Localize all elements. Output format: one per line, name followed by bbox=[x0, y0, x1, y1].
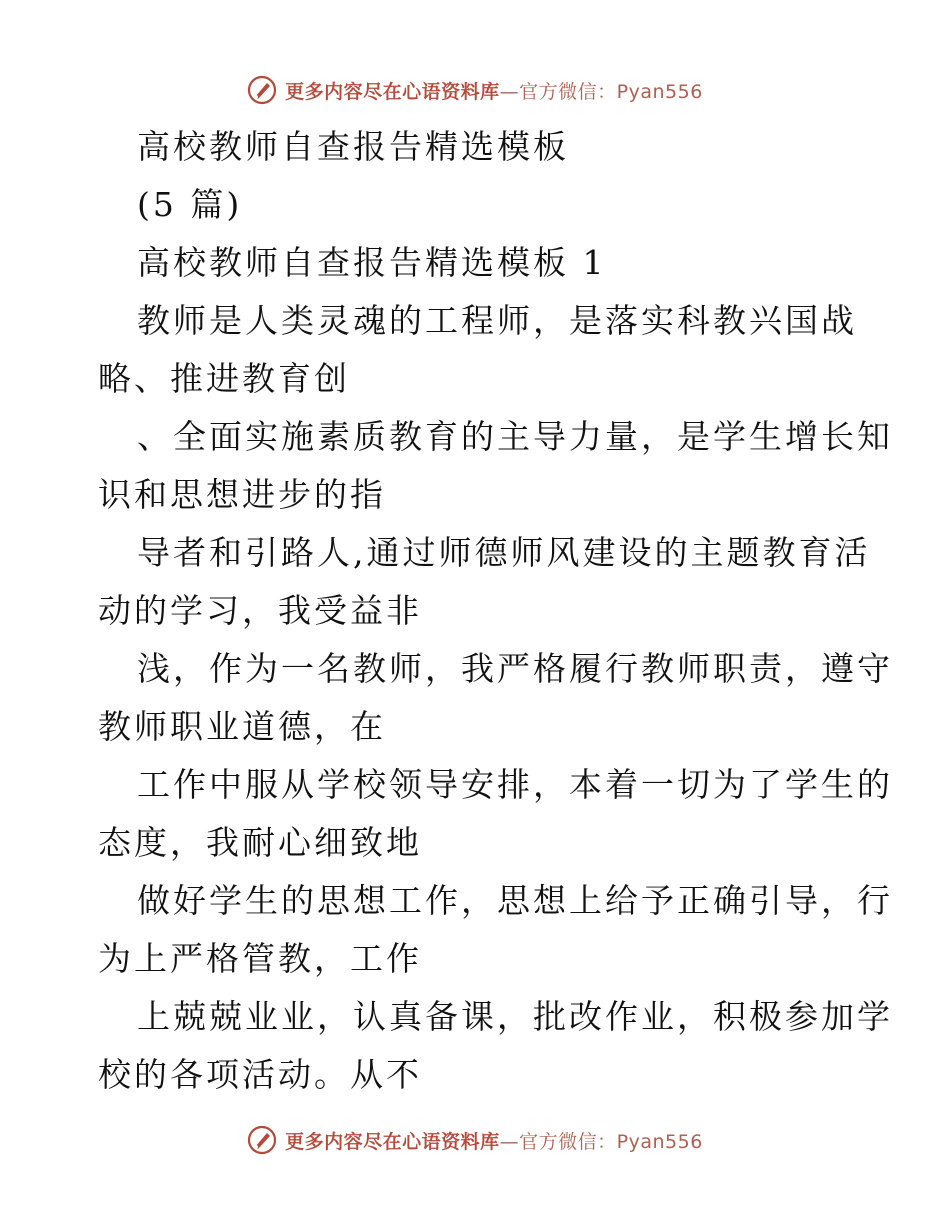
body-line: 、全面实施素质教育的主导力量，是学生增长知 bbox=[137, 417, 893, 456]
pen-logo-icon bbox=[247, 1125, 277, 1155]
watermark-footer bbox=[0, 1120, 950, 1160]
watermark-contact: 官方微信：Pyan556 bbox=[519, 1130, 703, 1153]
body-line: 识和思想进步的指 bbox=[98, 475, 386, 514]
body-line: 略、推进教育创 bbox=[98, 359, 350, 398]
body-line: 浅，作为一名教师，我严格履行教师职责，遵守 bbox=[137, 649, 893, 688]
watermark-brand: 更多内容尽在心语资料库 bbox=[285, 1130, 500, 1153]
watermark-brand: 更多内容尽在心语资料库 bbox=[285, 80, 500, 103]
body-line: 上兢兢业业，认真备课，批改作业，积极参加学 bbox=[137, 997, 893, 1036]
watermark-separator: — bbox=[499, 80, 520, 103]
body-line: 为上严格管教，工作 bbox=[98, 939, 422, 978]
document-title: 高校教师自查报告精选模板 bbox=[137, 127, 569, 166]
body-line: 动的学习，我受益非 bbox=[98, 591, 422, 630]
body-line: 教师职业道德，在 bbox=[98, 707, 386, 746]
watermark-separator: — bbox=[499, 1130, 520, 1153]
document-subtitle: (5 篇) bbox=[137, 185, 243, 224]
body-line: 工作中服从学校领导安排，本着一切为了学生的 bbox=[137, 765, 893, 804]
watermark-text bbox=[285, 77, 703, 104]
watermark-contact: 官方微信：Pyan556 bbox=[519, 80, 703, 103]
body-line: 教师是人类灵魂的工程师，是落实科教兴国战 bbox=[137, 301, 857, 340]
body-line: 做好学生的思想工作，思想上给予正确引导，行 bbox=[137, 881, 893, 920]
pen-logo-icon bbox=[247, 75, 277, 105]
body-line: 态度，我耐心细致地 bbox=[98, 823, 422, 862]
watermark-header bbox=[0, 70, 950, 110]
section-heading: 高校教师自查报告精选模板 1 bbox=[137, 243, 607, 282]
watermark-text bbox=[285, 1127, 703, 1154]
body-line: 校的各项活动。从不 bbox=[98, 1055, 422, 1094]
body-line: 导者和引路人,通过师德师风建设的主题教育活 bbox=[137, 533, 871, 572]
